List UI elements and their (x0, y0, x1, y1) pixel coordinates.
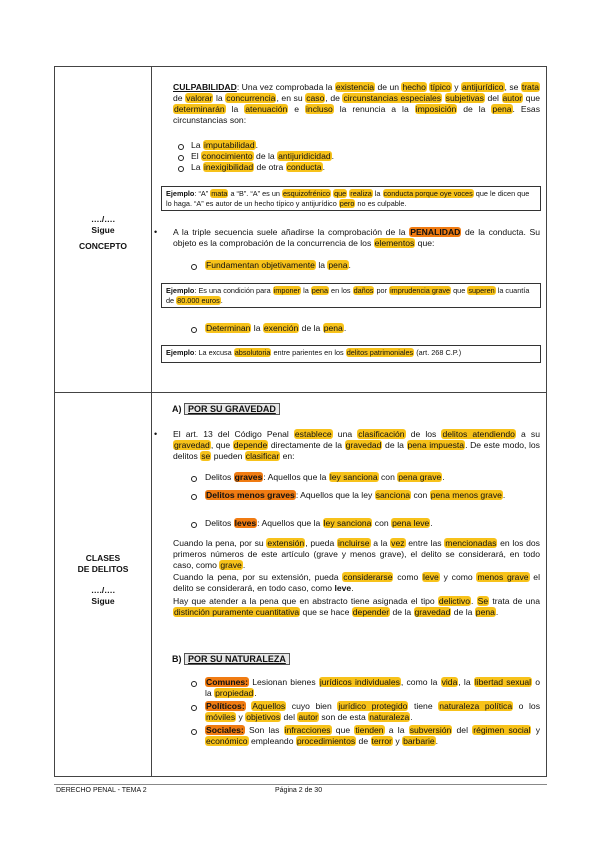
highlighted-term: libertad sexual (474, 677, 532, 687)
text-run: de (173, 93, 186, 103)
row-concepto (55, 67, 546, 393)
highlighted-term: delitos patrimoniales (346, 348, 414, 357)
highlighted-term: valorar (186, 93, 213, 103)
highlighted-term: imprudencia grave (390, 286, 451, 295)
text-run: y (236, 712, 246, 722)
section-heading-b (172, 654, 290, 664)
left-column-concepto (55, 67, 152, 392)
highlighted-term: graves (234, 472, 263, 482)
section-title: POR SU GRAVEDAD (184, 403, 280, 415)
text-run: directamente de la (268, 440, 345, 450)
text-run: e (288, 104, 306, 114)
text-run: , que (210, 440, 233, 450)
highlighted-term: elementos (374, 238, 415, 248)
abstract-paragraph (173, 596, 540, 618)
highlighted-term: naturaleza política (439, 701, 513, 711)
text-run: trata de una (489, 596, 540, 606)
highlighted-term: depende (233, 440, 268, 450)
text-run: una (332, 429, 358, 439)
text-run: por (374, 286, 390, 295)
highlighted-term: Aquellos (252, 701, 286, 711)
highlighted-term: conducta (286, 162, 322, 172)
highlighted-term: delictivo (438, 596, 470, 606)
highlighted-term: Fundamentan objetivamente (206, 260, 315, 270)
highlighted-term: infracciones (284, 725, 331, 735)
text-run: Cuando la pena, por su (173, 538, 267, 548)
highlighted-term: Sociales: (206, 725, 244, 735)
text-run: no es culpable. (355, 198, 407, 208)
text-run: . (348, 260, 351, 270)
section-heading-a (172, 404, 280, 414)
text-run: . (242, 560, 246, 570)
text-run: Cuando la pena, por su extensión, pueda (173, 572, 343, 582)
highlighted-term: barbarie (403, 736, 435, 746)
bullet: • (154, 429, 158, 439)
highlighted-term: esquizofrénico (282, 189, 331, 198)
highlighted-term: vez (391, 538, 405, 548)
list-item-sociales (205, 725, 540, 747)
text-run: que (451, 286, 468, 295)
row-label-clases: CLASES (85, 553, 121, 563)
highlighted-term: Determinan (206, 323, 251, 333)
highlighted-term: típico (430, 82, 451, 92)
culpabilidad-term: CULPABILIDAD (173, 82, 237, 92)
row-label-de-delitos: DE DELITOS (77, 564, 129, 574)
text-run: la (225, 104, 245, 114)
text-run: de (356, 736, 371, 746)
highlighted-term: depender (352, 607, 390, 617)
text-run: del (452, 725, 473, 735)
highlighted-term: atenuación (245, 104, 288, 114)
text-run: , se (504, 82, 521, 92)
highlighted-term: terror (371, 736, 393, 746)
highlighted-term: régimen social (473, 725, 531, 735)
highlighted-term: gravedad (414, 607, 451, 617)
list-item-politicos (205, 701, 540, 723)
content-table (54, 66, 547, 777)
text-run: de la (457, 104, 492, 114)
section-prefix: B) (172, 654, 182, 664)
highlighted-term: establece (294, 429, 332, 439)
highlighted-term: mencionadas (445, 538, 497, 548)
highlighted-term: imputabilidad (203, 140, 255, 150)
highlighted-term: daños (353, 286, 374, 295)
text-run: la cuantía de (166, 286, 530, 305)
highlighted-term: concurrencia (226, 93, 276, 103)
text-run: El (191, 151, 202, 161)
highlighted-term: imponer (273, 286, 301, 295)
highlighted-term: subjetivas (445, 93, 484, 103)
highlighted-term: leves (234, 518, 257, 528)
highlighted-term: imposición (415, 104, 457, 114)
text-run: y como (439, 572, 477, 582)
highlighted-term: pena (492, 104, 512, 114)
gravedad-paragraph (173, 429, 540, 462)
highlighted-term: económico (206, 736, 248, 746)
section-prefix: A) (172, 404, 182, 414)
highlighted-term: determinarán (174, 104, 225, 114)
text-run: . (470, 596, 477, 606)
sigue-label: Sigue (91, 596, 115, 606)
text-run: de los (405, 429, 442, 439)
highlighted-term: incluso (306, 104, 333, 114)
penalidad-paragraph (173, 227, 540, 249)
highlighted-term: se (201, 451, 211, 461)
highlighted-term: Se (477, 596, 489, 606)
highlighted-term: Políticos: (206, 701, 245, 711)
highlighted-term: existencia (335, 82, 375, 92)
text-run: como (393, 572, 423, 582)
text-run: A la triple secuencia suele añadirse la comprobación de la (173, 227, 410, 237)
highlighted-term: conocimiento (202, 151, 253, 161)
highlighted-term: Delitos menos graves (206, 490, 295, 500)
text-run: y (531, 725, 540, 735)
text-run: : La excusa (194, 348, 234, 357)
text-run: a la (384, 725, 409, 735)
highlighted-term: clasificar (245, 451, 280, 461)
text-run: la (251, 323, 263, 333)
list-item (191, 162, 325, 173)
list-item (191, 140, 258, 151)
highlighted-term: sanciona (375, 490, 411, 500)
highlighted-term: exención (263, 323, 299, 333)
text-run: a “B”. “A” es un (228, 189, 282, 198)
highlighted-term: delitos atendiendo (442, 429, 515, 439)
text-run: . (254, 688, 257, 698)
example-box-3 (161, 345, 541, 363)
continuation-mark: …./…. (90, 214, 116, 224)
text-run: que le dicen que lo haga. “A” es autor de un hecho típico y antijurídico (166, 189, 530, 208)
text-run: la (372, 189, 383, 198)
text-run: el delito se considerará, en todo caso, como (173, 572, 540, 593)
list-item (191, 151, 334, 162)
text-run: . (502, 490, 506, 500)
highlighted-term: realiza (350, 189, 372, 198)
culpabilidad-paragraph (173, 82, 540, 126)
highlighted-term: 80.000 euros (177, 295, 220, 305)
text-run: . (410, 712, 413, 722)
highlighted-term: considerarse (343, 572, 393, 582)
text-run: . (495, 607, 499, 617)
text-run: . (220, 295, 223, 305)
list-item-menos-graves (205, 490, 540, 501)
example-label: Ejemplo (166, 189, 195, 198)
list-item-leves (205, 518, 540, 529)
highlighted-term: antijuridicidad (278, 151, 331, 161)
highlighted-term: naturaleza (369, 712, 410, 722)
text-run: que (331, 725, 355, 735)
continuation-mark: …./…. (90, 585, 116, 595)
text-run: . De este modo, los delitos (173, 440, 540, 461)
list-item-comunes (205, 677, 540, 699)
highlighted-term: pena (311, 286, 329, 295)
highlighted-term: autor (502, 93, 523, 103)
text-run: en los (329, 286, 353, 295)
text-run: . (255, 140, 258, 150)
text-run: de la (299, 323, 323, 333)
text-run: y (393, 736, 403, 746)
highlighted-term: pena menos grave (430, 490, 502, 500)
highlighted-term: trata (521, 82, 540, 92)
footer-rule (54, 784, 547, 785)
text-run: . (430, 518, 433, 528)
example-text (166, 189, 529, 208)
text-run: que se hace (300, 607, 352, 617)
text-run: a su (515, 429, 540, 439)
text-run: la renuncia a la (333, 104, 415, 114)
text-run: a la (370, 538, 391, 548)
highlighted-term: inexigibilidad (203, 162, 254, 172)
extension-paragraph-1 (173, 538, 540, 571)
text-run: La (191, 140, 203, 150)
text-run: cuyo bien (286, 701, 338, 711)
text-run: de la (390, 607, 414, 617)
text-run: que: (415, 238, 435, 248)
text-run: : Una vez comprobada la (236, 82, 335, 92)
text-run: , como la (400, 677, 441, 687)
sigue-label: Sigue (91, 225, 115, 235)
highlighted-term: pena grave (398, 472, 442, 482)
text-run: y (451, 82, 461, 92)
highlighted-term: objetivos (246, 712, 281, 722)
example-box-2 (161, 283, 541, 308)
text-run: de otra (254, 162, 286, 172)
example-text (166, 286, 529, 305)
text-run: Delitos (205, 518, 234, 528)
text-run: que (523, 93, 541, 103)
footer-course: DERECHO PENAL - TEMA 2 (56, 787, 147, 794)
text-run: Hay que atender a la pena que en abstracto tiene asignada el tipo (173, 596, 438, 606)
highlighted-term: ley sanciona (323, 518, 372, 528)
text-run: El art. 13 del Código Penal (173, 429, 294, 439)
text-run: : Aquellos que la ley (295, 490, 375, 500)
list-item (205, 323, 346, 334)
text-run: . (331, 151, 335, 161)
highlighted-term: circunstancias especiales (343, 93, 442, 103)
text-run: : Es una condición para (194, 286, 273, 295)
text-run: la (213, 93, 226, 103)
text-run: pueden (211, 451, 245, 461)
highlighted-term: antijurídico (461, 82, 504, 92)
text-run: tiene (408, 701, 439, 711)
text-run: : “A” (194, 189, 211, 198)
example-label: Ejemplo (166, 348, 195, 357)
text-run: . (351, 583, 354, 593)
text-run: del (484, 93, 502, 103)
highlighted-term: procedimientos (296, 736, 356, 746)
text-run: son de esta (318, 712, 369, 722)
text-run: . (435, 736, 439, 746)
highlighted-term: autor (298, 712, 318, 722)
highlighted-term: jurídico protegido (338, 701, 408, 711)
example-text (194, 348, 461, 357)
text-run: en: (280, 451, 295, 461)
text-run: de la (451, 607, 475, 617)
text-run: con (411, 490, 430, 500)
highlighted-term: extensión (267, 538, 305, 548)
highlighted-term: superen (468, 286, 495, 295)
section-title: POR SU NATURALEZA (184, 653, 290, 665)
text-run: : Aquellos que la (257, 518, 323, 528)
highlighted-term: absolutoria (234, 348, 271, 357)
highlighted-term: pena (328, 260, 348, 270)
footer-page-number: Página 2 de 30 (275, 787, 323, 794)
text-run: . (343, 323, 347, 333)
highlighted-term: clasificación (358, 429, 405, 439)
text-run: Delitos (205, 472, 234, 482)
text-run: de un (375, 82, 402, 92)
highlighted-term: caso (306, 93, 325, 103)
text-run: entre parientes en los (271, 348, 346, 357)
highlighted-term: hecho (402, 82, 426, 92)
text-run: , de (325, 93, 343, 103)
highlighted-term: mata (211, 189, 228, 198)
text-run: entre las (405, 538, 445, 548)
text-run: del (281, 712, 298, 722)
extension-paragraph-2 (173, 572, 540, 594)
highlighted-term: grave (220, 560, 242, 570)
highlighted-term: jurídicos individuales (319, 677, 400, 687)
highlighted-term: leve (334, 583, 352, 593)
bullet: • (154, 227, 158, 237)
text-run: de la conducta. Su objeto es la comprobación de la concurrencia de los (173, 227, 540, 248)
highlighted-term: vida (441, 677, 458, 687)
highlighted-term: propiedad (215, 688, 254, 698)
left-column-clases (55, 393, 152, 776)
highlighted-term: ley sanciona (329, 472, 378, 482)
highlighted-term: gravedad (345, 440, 382, 450)
text-run: en los dos primeros números de este artículo (grave y menos grave), el delito se considerará, en todo caso, como (173, 538, 540, 570)
text-run: de la (382, 440, 407, 450)
list-item-graves (205, 472, 540, 483)
text-run: , en su (276, 93, 306, 103)
text-run: , pueda (305, 538, 337, 548)
highlighted-term: tienden (355, 725, 384, 735)
row-clases-de-delitos (55, 393, 546, 776)
highlighted-term: incluirse (337, 538, 370, 548)
text-run: : Aquellos que la (263, 472, 329, 482)
text-run: la (315, 260, 328, 270)
text-run: La (191, 162, 203, 172)
highlighted-term: menos grave (477, 572, 529, 582)
text-run: Son las (244, 725, 284, 735)
text-run: con (378, 472, 398, 482)
highlighted-term: pena (323, 323, 343, 333)
highlighted-term: pena (475, 607, 495, 617)
highlighted-term: PENALIDAD (410, 227, 461, 237)
text-run: . Esas circunstancias son: (173, 104, 540, 125)
highlighted-term: móviles (206, 712, 236, 722)
text-run: o la (205, 677, 541, 698)
text-run: empleando (248, 736, 296, 746)
highlighted-term: gravedad (174, 440, 210, 450)
text-run: . (442, 472, 445, 482)
text-run: la (301, 286, 311, 295)
text-run: de la (253, 151, 278, 161)
text-run: (art. 268 C.P.) (414, 348, 462, 357)
highlighted-term: Comunes: (206, 677, 249, 687)
highlighted-term: distinción puramente cuantitativa (174, 607, 300, 617)
highlighted-term: que (334, 189, 347, 198)
highlighted-term: conducta porque oye voces (383, 189, 473, 198)
text-run: con (372, 518, 392, 528)
text-run: Lesionan bienes (249, 677, 319, 687)
highlighted-term: pero (339, 198, 355, 208)
highlighted-term: pena impuesta (407, 440, 465, 450)
text-run: . (322, 162, 325, 172)
example-label: Ejemplo (166, 286, 195, 295)
highlighted-term: subversión (409, 725, 452, 735)
example-box-1 (161, 186, 541, 211)
list-item (205, 260, 351, 271)
highlighted-term: pena leve (392, 518, 430, 528)
text-run: o los (513, 701, 540, 711)
text-run: , la (458, 677, 474, 687)
row-label-concepto: CONCEPTO (78, 241, 128, 251)
highlighted-term: leve (423, 572, 439, 582)
